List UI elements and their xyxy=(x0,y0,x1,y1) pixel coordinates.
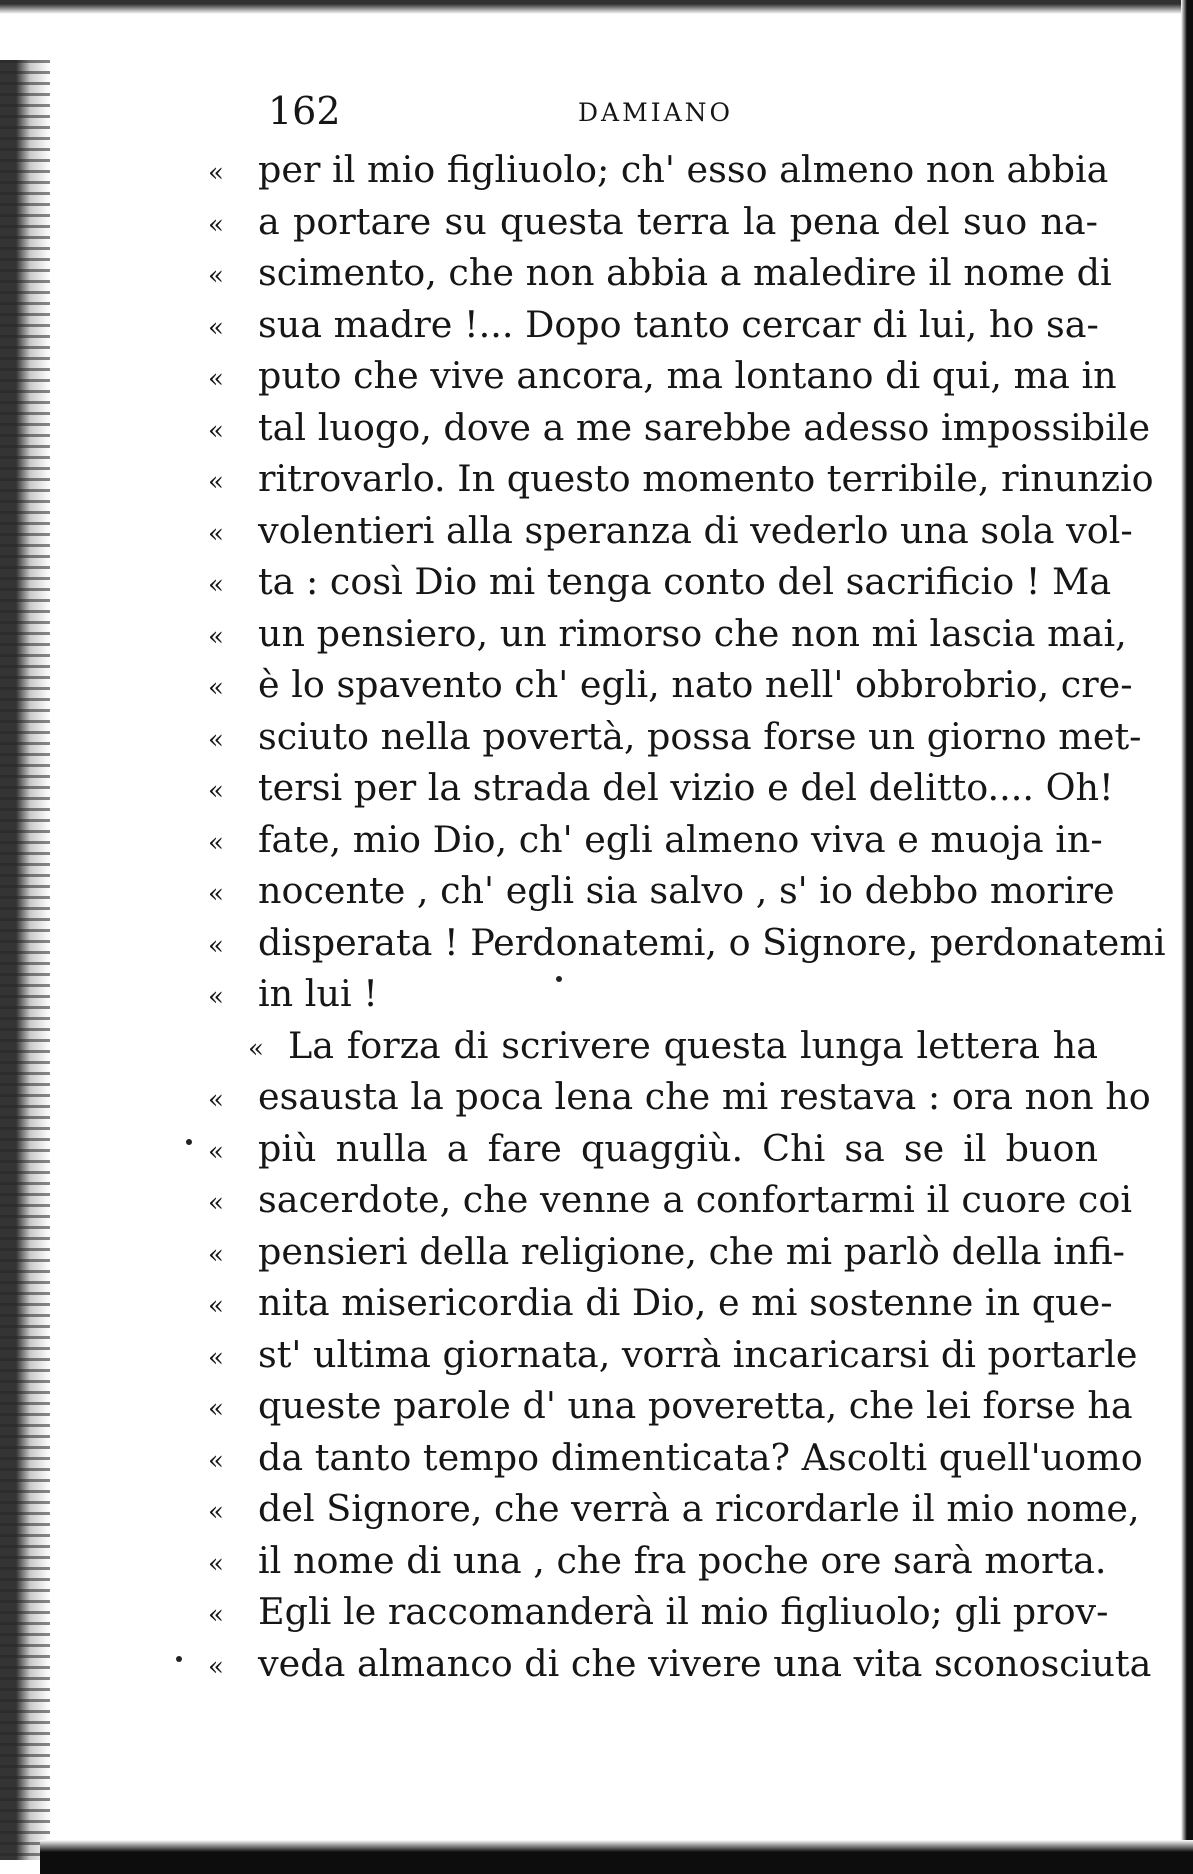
line-text: ta : così Dio mi tenga conto del sacrificio ! Ma xyxy=(258,560,1112,603)
text-line xyxy=(208,1020,1098,1072)
text-line xyxy=(208,1226,1125,1278)
line-text: per il mio figliuolo; ch' esso almeno non abbia xyxy=(258,148,1109,191)
page-text xyxy=(208,144,1166,1689)
text-line xyxy=(208,1380,1133,1432)
quote-mark: « xyxy=(208,1188,224,1218)
text-line xyxy=(208,608,1127,660)
quote-mark: « xyxy=(248,1033,264,1064)
scan-edge-bottom xyxy=(40,1840,1193,1874)
line-text: sacerdote, che venne a confortarmi il cuore coi xyxy=(258,1178,1132,1221)
scan-edge-top xyxy=(0,0,1193,14)
quote-mark: « xyxy=(208,467,224,497)
text-line xyxy=(208,144,1109,196)
quote-mark: « xyxy=(208,1239,224,1270)
quote-mark: « xyxy=(208,1085,224,1115)
line-text: nocente , ch' egli sia salvo , s' io debbo morire xyxy=(258,869,1115,912)
text-line xyxy=(208,659,1133,711)
line-text: più nulla a fare quaggiù. Chi sa se il buon xyxy=(258,1126,1098,1170)
quote-mark: « xyxy=(208,364,224,394)
scan-edge-left xyxy=(0,60,50,1860)
quote-mark: « xyxy=(208,827,224,858)
line-text: sciuto nella povertà, possa forse un giorno met- xyxy=(258,714,1142,758)
quote-mark: « xyxy=(208,518,224,549)
text-line xyxy=(208,1535,1107,1587)
quote-mark: « xyxy=(208,879,224,909)
text-line xyxy=(208,1329,1138,1381)
text-line xyxy=(208,505,1133,557)
line-text: Egli le raccomanderà il mio figliuolo; gli prov- xyxy=(258,1590,1109,1633)
line-text: volentieri alla speranza di vederlo una sola vol- xyxy=(258,508,1133,552)
text-line xyxy=(208,453,1154,505)
quote-mark: « xyxy=(208,1342,224,1373)
line-text: a portare su questa terra la pena del suo na- xyxy=(258,199,1098,243)
quote-mark: « xyxy=(208,1548,224,1579)
text-line xyxy=(208,865,1115,917)
line-text: sua madre !... Dopo tanto cercar di lui, ho sa- xyxy=(258,302,1099,346)
text-line xyxy=(208,1174,1132,1226)
page-number: 162 xyxy=(268,89,341,133)
line-text: fate, mio Dio, ch' egli almeno viva e muoja in- xyxy=(258,817,1103,861)
quote-mark: « xyxy=(208,1600,224,1630)
quote-mark: « xyxy=(208,1291,224,1321)
text-line xyxy=(208,556,1112,608)
text-line xyxy=(208,814,1103,866)
quote-mark: « xyxy=(208,1497,224,1527)
line-text: un pensiero, un rimorso che non mi lascia mai, xyxy=(258,611,1127,655)
line-text: tal luogo, dove a me sarebbe adesso impossibile xyxy=(258,405,1151,449)
text-line xyxy=(208,968,1098,1020)
text-line xyxy=(208,1432,1143,1484)
ink-speck xyxy=(176,1656,182,1662)
quote-mark: « xyxy=(208,1651,224,1682)
ink-speck xyxy=(186,1139,192,1145)
line-text: il nome di una , che fra poche ore sarà morta. xyxy=(258,1538,1107,1582)
line-text: scimento, che non abbia a maledire il nome di xyxy=(258,251,1112,294)
line-text: queste parole d' una poveretta, che lei forse ha xyxy=(258,1384,1133,1427)
text-line xyxy=(208,1123,1098,1175)
line-text: ritrovarlo. In questo momento terribile, rinunzio xyxy=(258,457,1154,500)
text-line xyxy=(208,1277,1113,1329)
text-line xyxy=(208,402,1151,454)
line-text: esausta la poca lena che mi restava : ora non ho xyxy=(258,1075,1151,1118)
quote-mark: « xyxy=(208,209,224,240)
quote-mark: « xyxy=(208,261,224,291)
quote-mark: « xyxy=(208,1136,224,1167)
text-line xyxy=(208,299,1098,351)
quote-mark: « xyxy=(208,570,224,600)
text-line xyxy=(208,1483,1140,1535)
line-text: nita misericordia di Dio, e mi sostenne in que- xyxy=(258,1281,1113,1324)
text-line xyxy=(208,350,1117,402)
text-line xyxy=(208,247,1112,299)
quote-mark: « xyxy=(208,982,224,1012)
text-line xyxy=(208,762,1114,814)
line-text: pensieri della religione, che mi parlò della infi- xyxy=(258,1229,1125,1273)
line-text: tersi per la strada del vizio e del delitto.... Oh! xyxy=(258,766,1114,809)
page-header xyxy=(268,86,1088,136)
quote-mark: « xyxy=(208,415,224,446)
text-line xyxy=(208,711,1142,763)
line-text: La forza di scrivere questa lunga lettera ha xyxy=(288,1023,1098,1067)
line-text: disperata ! Perdonatemi, o Signore, perdonatemi xyxy=(258,920,1166,964)
quote-mark: « xyxy=(208,1445,224,1476)
text-line xyxy=(208,1638,1152,1690)
quote-mark: « xyxy=(208,312,224,343)
line-text: da tanto tempo dimenticata? Ascolti quell'uomo xyxy=(258,1435,1143,1479)
quote-mark: « xyxy=(208,1394,224,1424)
line-text: del Signore, che verrà a ricordarle il mio nome, xyxy=(258,1487,1140,1530)
line-text: puto che vive ancora, ma lontano di qui, ma in xyxy=(258,354,1117,397)
quote-mark: « xyxy=(208,930,224,961)
line-text: st' ultima giornata, vorrà incaricarsi di portarle xyxy=(258,1332,1138,1376)
quote-mark: « xyxy=(208,673,224,703)
quote-mark: « xyxy=(208,776,224,806)
line-text: veda almanco di che vivere una vita sconosciuta xyxy=(258,1641,1152,1685)
line-text: in lui ! xyxy=(258,972,378,1015)
running-head: DAMIANO xyxy=(578,98,733,127)
quote-mark: « xyxy=(208,724,224,755)
text-line xyxy=(208,917,1166,969)
text-line xyxy=(208,1586,1109,1638)
scan-edge-right xyxy=(1181,0,1193,1874)
line-text: è lo spavento ch' egli, nato nell' obbrobrio, cre- xyxy=(258,663,1133,706)
text-line xyxy=(208,1071,1151,1123)
quote-mark: « xyxy=(208,158,224,188)
quote-mark: « xyxy=(208,621,224,652)
text-line xyxy=(208,196,1098,248)
